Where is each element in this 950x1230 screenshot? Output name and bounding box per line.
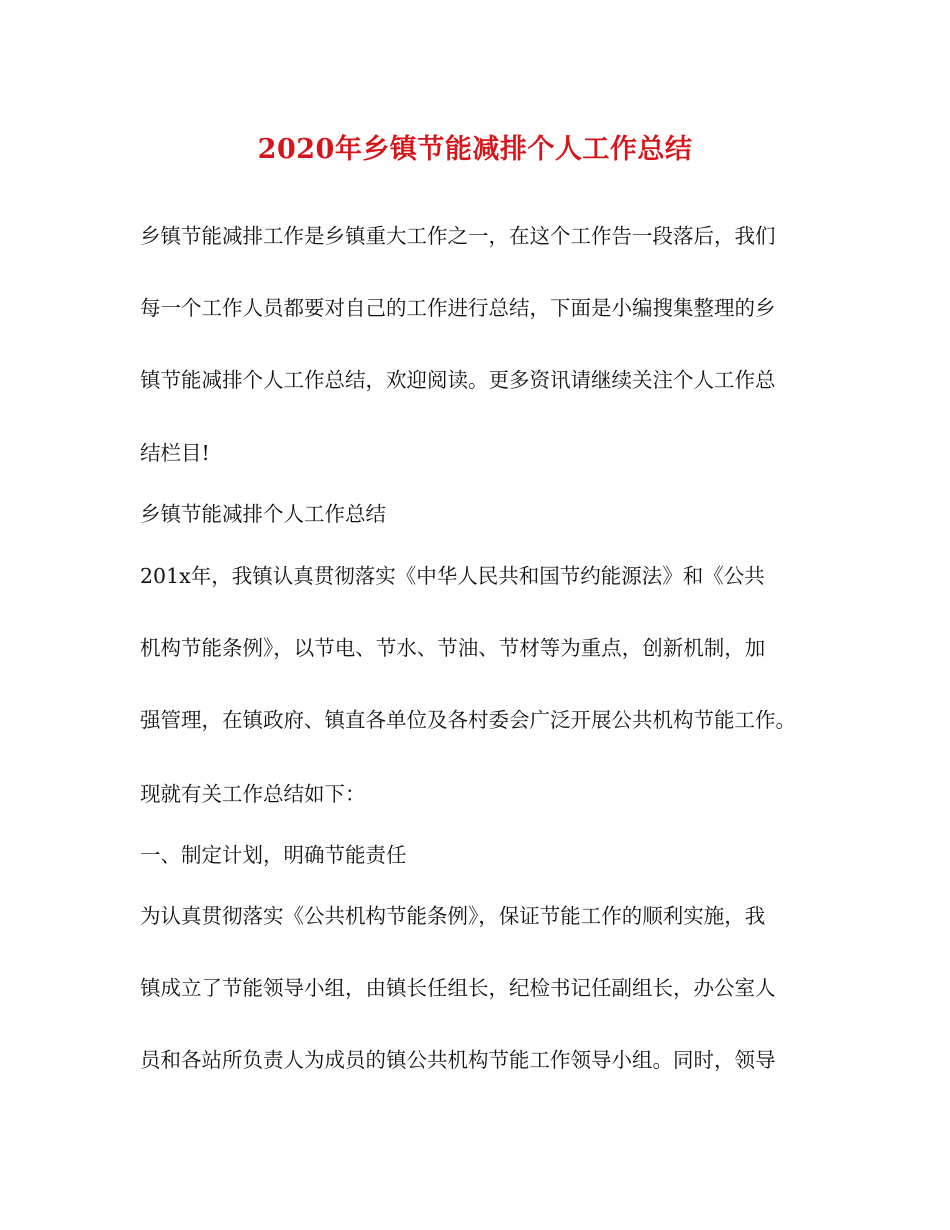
paragraph-line: 乡镇节能减排工作是乡镇重大工作之一，在这个工作告一段落后，我们 [140,224,776,248]
paragraph-line: 镇成立了节能领导小组，由镇长任组长，纪检书记任副组长，办公室人 [140,976,776,1000]
paragraph-line: 现就有关工作总结如下： [140,782,366,806]
paragraph-line: 强管理，在镇政府、镇直各单位及各村委会广泛开展公共机构节能工作。 [140,708,796,732]
paragraph-line: 每一个工作人员都要对自己的工作进行总结，下面是小编搜集整理的乡 [140,296,776,320]
paragraph-line: 员和各站所负责人为成员的镇公共机构节能工作领导小组。同时，领导 [140,1048,776,1072]
section-heading: 一、制定计划，明确节能责任 [140,843,407,867]
document-title: 2020年乡镇节能减排个人工作总结 [257,134,693,165]
paragraph-line: 结栏目! [140,441,210,465]
paragraph-line: 为认真贯彻落实《公共机构节能条例》，保证节能工作的顺利实施，我 [140,904,766,928]
section-heading: 乡镇节能减排个人工作总结 [140,502,386,526]
paragraph-line: 201x年，我镇认真贯彻落实《中华人民共和国节约能源法》和《公共 [140,564,765,588]
paragraph-line: 镇节能减排个人工作总结，欢迎阅读。更多资讯请继续关注个人工作总 [140,368,776,392]
paragraph-line: 机构节能条例》，以节电、节水、节油、节材等为重点，创新机制，加 [140,636,766,660]
